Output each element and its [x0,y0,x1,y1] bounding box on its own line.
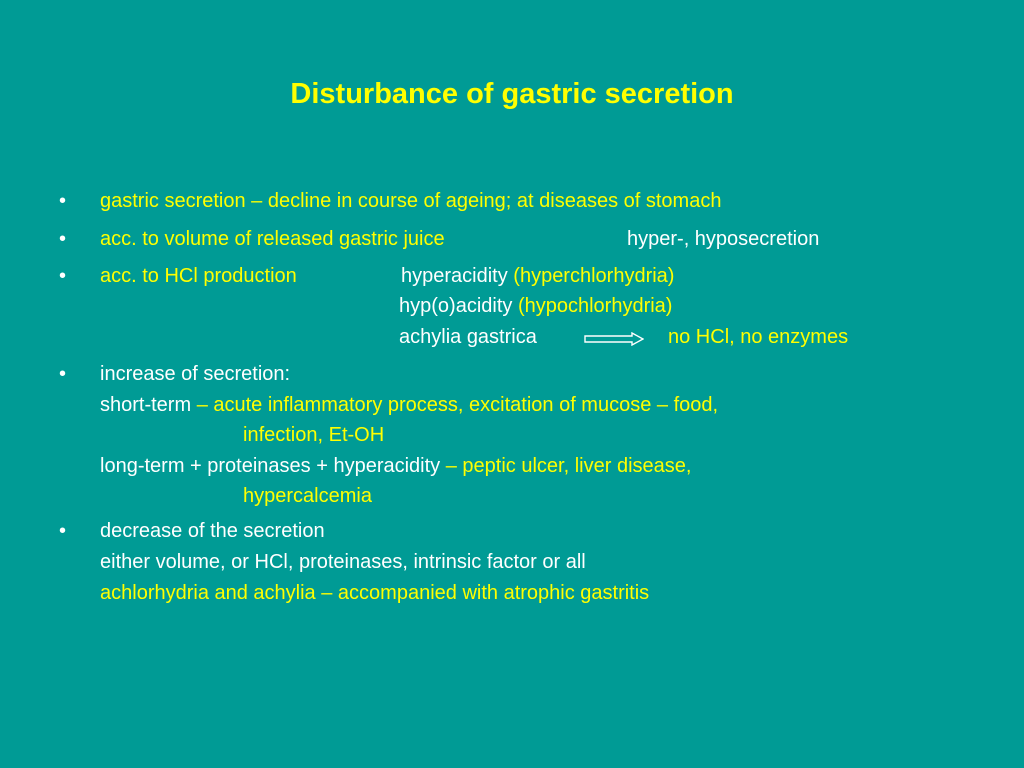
short-term-causes-cont: infection, Et-OH [243,424,385,446]
bullet-3-row-1 [401,264,674,288]
bullet-5-line-3: achlorhydria and achylia – accompanied with atrophic gastritis [100,582,650,604]
bullet-3-left: acc. to HCl production [100,265,297,287]
hypochlorhydria-term: (hypochlorhydria) [517,295,673,317]
bullet-3: • [59,265,67,287]
long-term-causes-cont: hypercalcemia [243,485,372,507]
short-term-causes: – acute inflammatory process, excitation of mucose – food, [196,394,719,416]
short-term-label: short-term [100,394,192,416]
bullet-2: • [59,228,67,250]
long-term-line [100,454,691,478]
bullet-2-left: acc. to volume of released gastric juice [100,228,445,250]
achylia-result: no HCl, no enzymes [668,326,849,348]
bullet-5-line-2: either volume, or HCl, proteinases, intrinsic factor or all [100,551,586,573]
bullet-5-head: decrease of the secretion [100,520,325,542]
bullet-2-right: hyper-, hyposecretion [627,228,820,250]
hypoacidity-term: hyp(o)acidity [399,295,513,317]
bullet-1: • [59,190,67,212]
long-term-label: long-term + proteinases + hyperacidity [100,455,441,477]
achylia-gastrica-term: achylia gastrica [399,326,537,348]
right-arrow-icon [584,332,644,346]
bullet-3-row-2 [399,294,672,318]
bullet-4-head: increase of secretion: [100,363,291,385]
bullet-4: • [59,363,67,385]
bullet-5: • [59,520,67,542]
hyperacidity-term: hyperacidity [401,265,508,287]
slide-title: Disturbance of gastric secretion [290,78,734,110]
short-term-line [100,393,718,417]
bullet-1-text: gastric secretion – decline in course of ageing; at diseases of stomach [100,190,722,212]
long-term-causes: – peptic ulcer, liver disease, [445,455,692,477]
hyperchlorhydria-term: (hyperchlorhydria) [513,265,675,287]
